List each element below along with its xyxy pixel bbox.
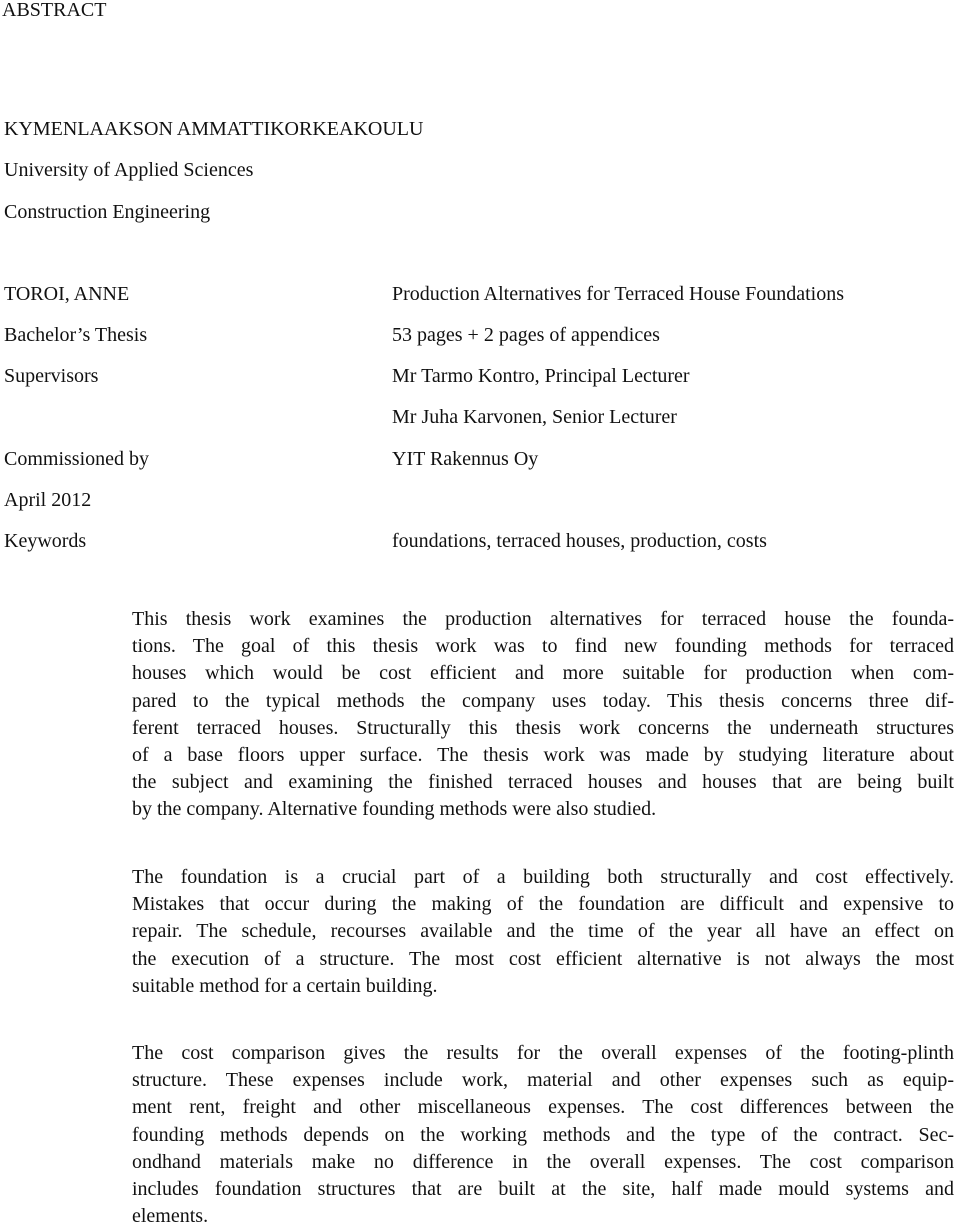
- paragraph-line: repair. The schedule, recourses available and the time of the year all have an effect on: [132, 920, 954, 943]
- paragraph-line: elements.: [132, 1205, 209, 1228]
- paragraph-line: houses which would be cost efficient and more suitable for production when com-: [132, 662, 954, 685]
- page-count: 53 pages + 2 pages of appendices: [392, 324, 660, 346]
- supervisor-1: Mr Tarmo Kontro, Principal Lecturer: [392, 365, 690, 387]
- commissioned-label: Commissioned by: [4, 448, 150, 470]
- abstract-paragraph-2: [132, 864, 954, 1000]
- paragraph-line: structure. These expenses include work, material and other expenses such as equip-: [132, 1069, 954, 1092]
- keywords-value: foundations, terraced houses, production, costs: [392, 530, 767, 552]
- institution-name: KYMENLAAKSON AMMATTIKORKEAKOULU: [4, 118, 424, 140]
- thesis-type-label: Bachelor’s Thesis: [4, 324, 148, 346]
- abstract-heading: ABSTRACT: [2, 0, 107, 21]
- paragraph-line: Mistakes that occur during the making of the foundation are difficult and expensive to: [132, 893, 954, 916]
- date: April 2012: [4, 489, 92, 511]
- paragraph-line: includes foundation structures that are built at the site, half made mould systems and: [132, 1177, 954, 1200]
- abstract-paragraph-1: [132, 606, 954, 824]
- paragraph-line: tions. The goal of this thesis work was to find new founding methods for terraced: [132, 635, 954, 658]
- thesis-title: Production Alternatives for Terraced House Foundations: [392, 283, 845, 305]
- paragraph-line: ment rent, freight and other miscellaneous expenses. The cost differences between the: [132, 1096, 954, 1119]
- paragraph-line: of a base floors upper surface. The thesis work was made by studying literature about: [132, 743, 954, 766]
- paragraph-line: suitable method for a certain building.: [132, 974, 438, 997]
- abstract-paragraph-3: [132, 1040, 954, 1230]
- paragraph-line: ondhand materials make no difference in the overall expenses. The cost comparison: [132, 1150, 954, 1173]
- institution-type: University of Applied Sciences: [4, 159, 254, 181]
- paragraph-line: This thesis work examines the production alternatives for terraced house the founda-: [132, 608, 954, 630]
- keywords-label: Keywords: [4, 530, 87, 552]
- supervisor-2: Mr Juha Karvonen, Senior Lecturer: [392, 406, 677, 428]
- paragraph-line: by the company. Alternative founding methods were also studied.: [132, 798, 657, 821]
- author-label: TOROI, ANNE: [4, 283, 130, 305]
- paragraph-line: founding methods depends on the working methods and the type of the contract. Sec-: [132, 1123, 954, 1146]
- programme-name: Construction Engineering: [4, 201, 211, 223]
- paragraph-line: the execution of a structure. The most cost efficient alternative is not always the most: [132, 947, 954, 970]
- paragraph-line: The foundation is a crucial part of a building both structurally and cost effectively.: [132, 866, 954, 888]
- commissioner: YIT Rakennus Oy: [392, 448, 539, 470]
- paragraph-line: The cost comparison gives the results for the overall expenses of the footing-plinth: [132, 1042, 954, 1064]
- supervisors-label: Supervisors: [4, 365, 99, 387]
- paragraph-line: the subject and examining the finished terraced houses and houses that are being built: [132, 771, 954, 794]
- paragraph-line: ferent terraced houses. Structurally this thesis work concerns the underneath structures: [132, 716, 954, 739]
- paragraph-line: pared to the typical methods the company uses today. This thesis concerns three dif-: [132, 689, 954, 712]
